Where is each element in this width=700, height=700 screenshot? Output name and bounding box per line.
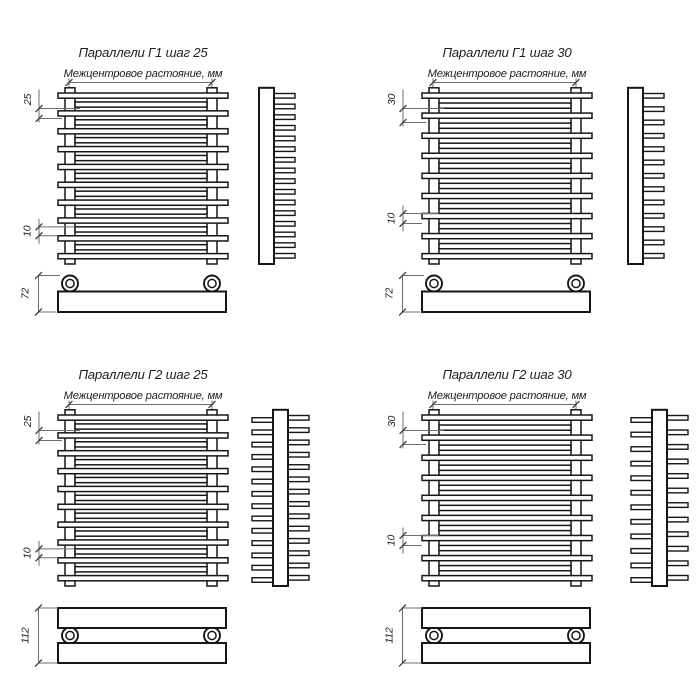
tube-bar-short [439,525,571,530]
side-tube-right [272,168,295,173]
side-tube-right [286,489,309,494]
tube-bar-long [422,113,592,118]
side-tube-right [665,430,688,435]
tube-bar-long [422,173,592,178]
side-tube-left [631,563,654,568]
side-tube-right [641,147,664,152]
side-tube-right [286,514,309,519]
side-tube-right [272,211,295,216]
tube-bar-short [439,445,571,450]
diagram-title: Параллели Г2 шаг 25 [78,367,208,382]
side-tube-left [252,553,275,558]
side-tube-right [665,474,688,479]
side-tube-left [252,418,275,423]
tube-bar-long [422,576,592,581]
tube-bar-long [422,193,592,198]
tube-bar-long [58,415,228,420]
diagram-g2-step25 [20,367,310,666]
side-tube-right [272,158,295,163]
side-tube-right [272,190,295,195]
side-tube-right [641,240,664,245]
tube-bar-short [75,245,207,250]
side-tube-left [631,578,654,583]
tube-bar-long [58,147,228,152]
tube-bar-long [422,254,592,259]
side-tube-right [641,200,664,205]
side-tube-right [286,440,309,445]
side-tube-left [252,541,275,546]
side-tube-right [665,546,688,551]
side-tube-left [252,479,275,484]
side-tube-left [252,442,275,447]
bottom-collector-front [58,608,226,628]
center-distance-dim [66,79,216,89]
side-tube-right [665,532,688,537]
side-tube-left [631,476,654,481]
side-tube-right [641,174,664,179]
tube-bar-short [75,477,207,482]
pipe-connection-inner [572,279,580,287]
tube-bar-long [422,415,592,420]
side-collector [273,410,288,586]
side-tube-right [272,254,295,259]
dim-depth [20,272,61,315]
tube-bar-long [58,504,228,509]
tube-bar-short [75,442,207,447]
pipe-connection-inner [572,631,580,639]
diagram-subtitle: Межцентровое растояние, мм [427,68,587,80]
side-collector [652,410,667,586]
tube-bar-long [422,213,592,218]
side-tube-right [665,445,688,450]
side-tube-right [641,160,664,165]
tube-bar-short [439,425,571,430]
side-tube-right [641,94,664,99]
side-tube-right [286,526,309,531]
diagram-subtitle: Межцентровое растояние, мм [63,390,223,402]
center-distance-dim [430,79,580,89]
tube-bar-long [58,129,228,134]
tube-bar-short [75,460,207,465]
side-view [259,88,295,264]
side-tube-right [272,147,295,152]
side-tube-right [286,551,309,556]
tube-bar-short [439,163,571,168]
tube-bar-short [75,191,207,196]
side-collector [628,88,643,264]
tube-bar-long [58,522,228,527]
side-tube-right [286,502,309,507]
tube-bar-long [422,153,592,158]
side-tube-right [272,232,295,237]
pipe-connection-inner [208,631,216,639]
tube-bar-long [58,433,228,438]
tube-bar-short [75,495,207,500]
side-tube-right [665,576,688,581]
side-tube-right [286,465,309,470]
dim-depth [384,272,425,315]
side-tube-left [252,528,275,533]
front-view [422,410,592,586]
depth-dim-label: 112 [19,627,32,644]
tube-bar-long [422,475,592,480]
side-view [628,88,664,264]
bottom-collector-body [58,292,226,313]
side-view [631,410,688,586]
side-tube-right [665,517,688,522]
inner-dim-label: 10 [385,212,398,225]
side-tube-right [665,416,688,421]
pitch-dim-label: 30 [386,93,398,106]
tube-bar-short [75,567,207,572]
side-tube-left [252,492,275,497]
tube-bar-short [75,102,207,107]
depth-dim-label: 72 [19,287,32,300]
tube-bar-short [75,120,207,125]
side-tube-left [631,461,654,466]
tube-bar-long [58,469,228,474]
tube-bar-long [58,200,228,205]
side-tube-right [665,459,688,464]
diagram-subtitle: Межцентровое растояние, мм [427,390,587,402]
side-tube-right [641,107,664,112]
pipe-connection-inner [430,631,438,639]
side-tube-left [631,549,654,554]
tube-bar-long [422,495,592,500]
pitch-dim-label: 25 [22,93,34,106]
tube-bar-short [439,203,571,208]
bottom-collector-body [422,292,590,313]
tube-bar-short [75,513,207,518]
tube-bar-long [58,540,228,545]
side-tube-left [252,565,275,570]
tube-bar-short [439,566,571,571]
side-tube-left [631,520,654,525]
tube-bar-long [58,218,228,223]
tube-bar-short [439,485,571,490]
diagram-g1-step30 [384,45,665,315]
inner-dim-label: 10 [21,547,34,559]
tube-bar-long [58,254,228,259]
center-distance-dim [66,401,216,411]
side-tube-left [252,430,275,435]
diagram-title: Параллели Г2 шаг 30 [442,367,572,382]
tube-bar-short [439,123,571,128]
bottom-collector-front [422,608,590,628]
side-tube-right [272,115,295,120]
side-tube-right [641,134,664,139]
side-tube-left [252,504,275,509]
side-tube-right [286,563,309,568]
bottom-view [422,608,590,663]
tube-bar-long [58,558,228,563]
tube-bar-short [439,505,571,510]
inner-dim-label: 10 [21,225,34,237]
tube-bar-long [422,556,592,561]
side-tube-right [272,126,295,131]
side-tube-right [272,179,295,184]
pitch-dim-label: 30 [386,415,398,428]
tube-bar-long [58,93,228,98]
tube-bar-short [75,138,207,143]
side-tube-right [665,503,688,508]
pipe-connection-inner [208,279,216,287]
tube-bar-short [75,531,207,536]
tube-bar-long [422,515,592,520]
front-view [58,410,228,586]
tube-bar-short [75,549,207,554]
dim-depth [20,605,59,667]
depth-dim-label: 112 [383,627,396,644]
diagram-title: Параллели Г1 шаг 25 [78,45,208,60]
pipe-connection-inner [66,631,74,639]
tube-bar-short [439,465,571,470]
depth-dim-label: 72 [383,287,396,300]
tube-bar-long [58,164,228,169]
bottom-collector-rear [422,643,590,663]
tube-bar-long [422,535,592,540]
side-tube-right [665,561,688,566]
side-tube-left [252,467,275,472]
tube-bar-short [75,227,207,232]
tube-bar-short [439,183,571,188]
inner-dim-label: 10 [385,534,398,547]
tube-bar-long [422,435,592,440]
tube-bar-long [58,486,228,491]
front-view [58,88,228,264]
side-tube-right [286,576,309,581]
side-tube-right [641,214,664,219]
side-tube-right [286,539,309,544]
side-view [252,410,309,586]
side-tube-left [252,516,275,521]
side-tube-left [631,534,654,539]
tube-bar-long [58,451,228,456]
side-tube-left [631,432,654,437]
pipe-connection-inner [66,279,74,287]
side-tube-right [272,94,295,99]
side-tube-right [286,428,309,433]
center-distance-dim [430,401,580,411]
side-tube-right [641,120,664,125]
side-tube-left [252,455,275,460]
diagram-g2-step30 [384,367,689,666]
side-tube-right [286,416,309,421]
tube-bar-short [439,103,571,108]
tube-bar-short [75,209,207,214]
side-tube-right [641,187,664,192]
tube-bar-long [58,182,228,187]
front-view [422,88,592,264]
tube-bar-long [58,236,228,241]
diagram-title: Параллели Г1 шаг 30 [442,45,572,60]
tube-bar-long [422,455,592,460]
side-tube-right [641,254,664,259]
tube-bar-long [422,93,592,98]
side-tube-right [272,104,295,109]
diagram-subtitle: Межцентровое растояние, мм [63,68,223,80]
side-tube-left [631,418,654,423]
side-tube-left [252,578,275,583]
tube-bar-long [58,576,228,581]
side-tube-right [641,227,664,232]
tube-bar-long [58,111,228,116]
side-tube-right [272,222,295,227]
tube-bar-short [439,223,571,228]
tube-bar-short [75,173,207,178]
pitch-dim-label: 25 [22,415,34,428]
side-tube-right [286,452,309,457]
tube-bar-short [439,143,571,148]
pipe-connection-inner [430,279,438,287]
side-tube-right [272,243,295,248]
tube-bar-long [422,133,592,138]
tube-bar-short [75,155,207,160]
dim-depth [384,605,423,667]
bottom-view [422,276,590,313]
tube-bar-short [439,545,571,550]
tube-bar-short [439,244,571,249]
side-collector [259,88,274,264]
bottom-collector-rear [58,643,226,663]
side-tube-right [665,488,688,493]
bottom-view [58,276,226,313]
side-tube-left [631,447,654,452]
tube-bar-long [422,234,592,239]
tube-bar-short [75,424,207,429]
diagram-g1-step25 [20,45,296,315]
side-tube-left [631,505,654,510]
side-tube-right [286,477,309,482]
bottom-view [58,608,226,663]
side-tube-right [272,136,295,141]
side-tube-left [631,490,654,495]
side-tube-right [272,200,295,205]
